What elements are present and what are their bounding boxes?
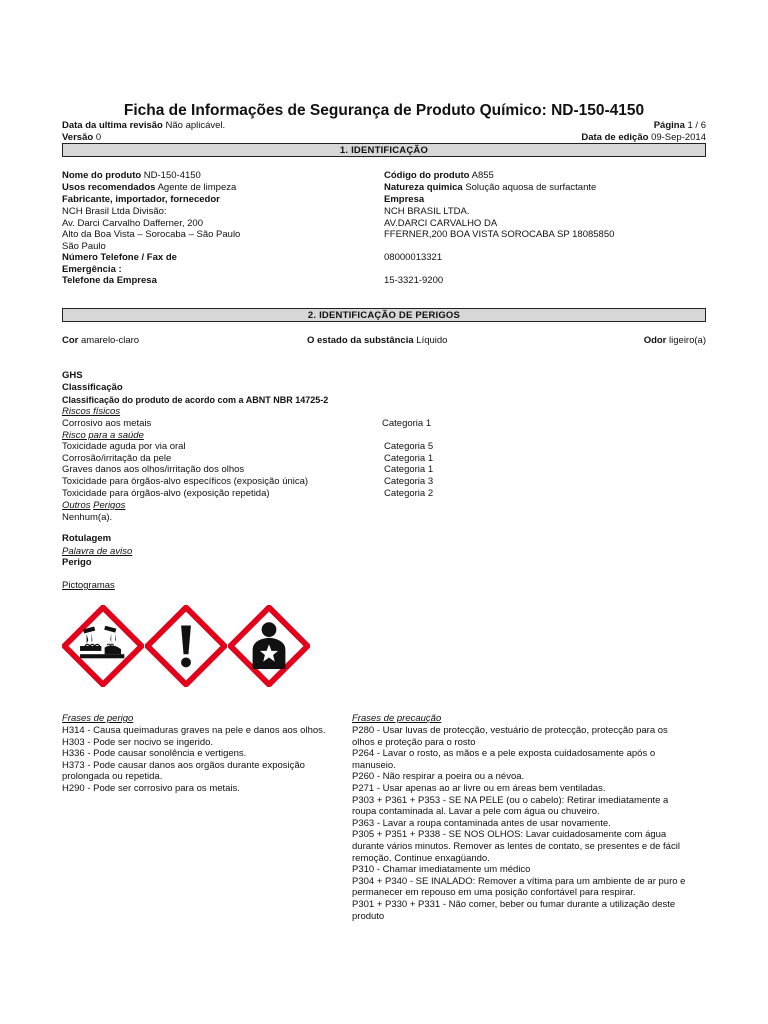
- physical-state: [307, 335, 447, 347]
- address-line: AV.DARCI CARVALHO DA: [384, 217, 498, 229]
- precaution-statement: P363 - Lavar a roupa contaminada antes de usar novamente.: [352, 817, 611, 829]
- company-label-text: Empresa: [384, 194, 425, 205]
- classification-label: Classificação: [62, 382, 123, 393]
- product-code-label: Código do produto: [384, 170, 470, 181]
- hazard-category: Categoria 1: [382, 418, 432, 429]
- precaution-statement: P264 - Lavar o rosto, as mãos e a pele exposta cuidadosamente após o: [352, 748, 656, 760]
- emergency-label-2: Emergência :: [62, 263, 122, 275]
- page-value: 1 / 6: [687, 120, 706, 131]
- product-code-value: A855: [471, 170, 494, 181]
- state-label: O estado da substância: [307, 335, 414, 346]
- company-label: [384, 194, 424, 206]
- product-name: [62, 170, 201, 182]
- precaution-statement: P271 - Usar apenas ao ar livre ou em áreas bem ventiladas.: [352, 782, 606, 794]
- hazard-statement: H303 - Pode ser nocivo se ingerido.: [62, 736, 214, 748]
- section-1-heading: 1. IDENTIFICAÇÃO: [62, 143, 706, 157]
- other-hazards-value: Nenhum(a).: [62, 512, 113, 523]
- document-title: Ficha de Informações de Segurança de Produto Químico: ND-150-4150: [123, 102, 645, 119]
- precaution-statement: P310 - Chamar imediatamente um médico: [352, 864, 531, 876]
- address-line: Alto da Boa Vista – Sorocaba – São Paulo: [62, 229, 241, 241]
- pictograms-label: Pictogramas: [62, 580, 115, 591]
- hazard-statements-label: Frases de perigo: [62, 713, 134, 724]
- precaution-statement: durante vários minutos. Remover as lentes de contato, se presentes e de fácil: [352, 840, 680, 852]
- product-code: [384, 170, 494, 182]
- color-value: amarelo-claro: [81, 335, 140, 346]
- odor: [644, 335, 706, 347]
- address-line: São Paulo: [62, 240, 106, 252]
- revision-value: Não aplicável.: [165, 120, 226, 131]
- labelling-label: Rotulagem: [62, 533, 112, 544]
- chemical-nature: [384, 182, 596, 194]
- corrosion-pictogram: [62, 605, 144, 687]
- right-address: [384, 206, 614, 241]
- signal-word-label: Palavra de aviso: [62, 546, 133, 557]
- signal-word-value: Perigo: [62, 557, 92, 568]
- recommended-uses: [62, 182, 236, 194]
- health-hazard-pictogram: [228, 605, 310, 687]
- hazard-category: Categoria 5: [384, 441, 434, 452]
- hazard-statement: H373 - Pode causar danos aos orgãos durante exposição: [62, 759, 305, 771]
- other-label-1: Outros: [62, 500, 91, 511]
- product-name-value: ND-150-4150: [143, 170, 201, 181]
- hazard-category: Categoria 2: [384, 488, 434, 499]
- edition-value: 09-Sep-2014: [651, 132, 706, 143]
- revision-label: Data da ultima revisão: [62, 120, 163, 131]
- precaution-statement: produto: [352, 910, 385, 922]
- hazard-statements: [62, 725, 326, 795]
- uses-value: Agente de limpeza: [157, 182, 237, 193]
- page-label: Página: [653, 120, 685, 131]
- hazard-item: Corrosão/irritação da pele: [62, 453, 172, 464]
- product-name-label: Nome do produto: [62, 170, 142, 181]
- address-line: FFERNER,200 BOA VISTA SOROCABA SP 18085850: [384, 229, 615, 241]
- classification-subtitle: Classificação do produto de acordo com a ABNT NBR 14725-2: [62, 395, 329, 405]
- precaution-statement: olhos e proteção para o rosto: [352, 736, 476, 748]
- precaution-statement: remoção. Continue enxagüando.: [352, 852, 490, 864]
- precaution-statement: P301 + P330 + P331 - Não comer, beber ou fumar durante a utilização deste: [352, 898, 676, 910]
- page-number: [654, 120, 706, 132]
- version-value: 0: [95, 132, 102, 143]
- version-label: Versão: [62, 132, 94, 143]
- exclamation-pictogram: [145, 605, 227, 687]
- precaution-statements: [352, 725, 685, 922]
- color-label: Cor: [62, 335, 79, 346]
- manufacturer-label-text: Fabricante, importador, fornecedor: [62, 194, 220, 205]
- nature-value: Solução aquosa de surfactante: [465, 182, 597, 193]
- hazard-statement: prolongada ou repetida.: [62, 771, 163, 783]
- hazard-statement: H336 - Pode causar sonolência e vertigens.: [62, 748, 247, 760]
- state-value: Líquido: [416, 335, 448, 346]
- precaution-statement: P303 + P361 + P353 - SE NA PELE (ou o cabelo): Retirar imediatamente a: [352, 794, 669, 806]
- address-line: Av. Darci Carvalho Dafferner, 200: [62, 217, 203, 229]
- left-address: [62, 206, 240, 252]
- uses-label: Usos recomendados: [62, 182, 156, 193]
- emergency-label-1: Número Telefone / Fax de: [62, 252, 177, 263]
- hazard-item: Graves danos aos olhos/irritação dos olhos: [62, 464, 245, 475]
- edition-date: [581, 132, 706, 144]
- precaution-statement: P260 - Não respirar a poeira ou a névoa.: [352, 771, 525, 783]
- address-line: NCH BRASIL LTDA.: [384, 206, 470, 217]
- manufacturer-label: [62, 194, 220, 206]
- hazard-item: Toxicidade para órgãos-alvo (exposição repetida): [62, 488, 270, 499]
- precaution-statement: P305 + P351 + P338 - SE NOS OLHOS: Lavar cuidadosamente com água: [352, 829, 667, 841]
- hazard-category: Categoria 3: [384, 476, 434, 487]
- odor-label: Odor: [643, 335, 667, 346]
- hazard-statement: H314 - Causa queimaduras graves na pele e danos aos olhos.: [62, 725, 326, 736]
- emergency-phone-value: 08000013321: [384, 252, 443, 263]
- other-label-2: Perigos: [93, 500, 126, 511]
- ghs-label: GHS: [62, 370, 83, 381]
- precaution-statement: P280 - Usar luvas de protecção, vestuário de protecção, protecção para os: [352, 725, 668, 736]
- color: [62, 335, 139, 347]
- company-phone-label: Telefone da Empresa: [62, 275, 157, 287]
- version: [62, 132, 101, 144]
- address-line: NCH Brasil Ltda Divisão:: [62, 206, 167, 217]
- company-phone-value: 15-3321-9200: [384, 275, 444, 286]
- precaution-statement: permanecer em repouso em uma posição confortável para respirar.: [352, 887, 636, 899]
- precaution-statement: roupa contaminada al. Lavar a pele com água ou chuveiro.: [352, 806, 600, 818]
- hazard-category: Categoria 1: [384, 453, 434, 464]
- hazard-category: Categoria 1: [384, 464, 434, 475]
- hazard-item: Toxicidade para órgãos-alvo específicos (exposição única): [62, 476, 309, 487]
- nature-label: Natureza quimica: [384, 182, 463, 193]
- physical-hazards-label: Riscos físicos: [62, 406, 121, 417]
- precaution-statement: P304 + P340 - SE INALADO: Remover a vítima para um ambiente de ar puro e: [352, 875, 686, 887]
- revision-date: [62, 120, 225, 132]
- other-hazards-label: [62, 500, 125, 512]
- health-hazards-label: Risco para a saúde: [62, 430, 144, 441]
- precaution-statements-label: Frases de precaução: [352, 713, 442, 724]
- emergency-phone-label: [62, 252, 177, 287]
- hazard-item: Toxicidade aguda por via oral: [62, 441, 186, 452]
- section-2-heading: 2. IDENTIFICAÇÃO DE PERIGOS: [62, 308, 706, 322]
- edition-label: Data de edição: [581, 132, 649, 143]
- hazard-item: Corrosivo aos metais: [62, 418, 152, 429]
- hazard-statement: H290 - Pode ser corrosivo para os metais.: [62, 782, 240, 794]
- precaution-statement: manuseio.: [352, 759, 396, 771]
- odor-value: ligeiro(a): [669, 335, 706, 346]
